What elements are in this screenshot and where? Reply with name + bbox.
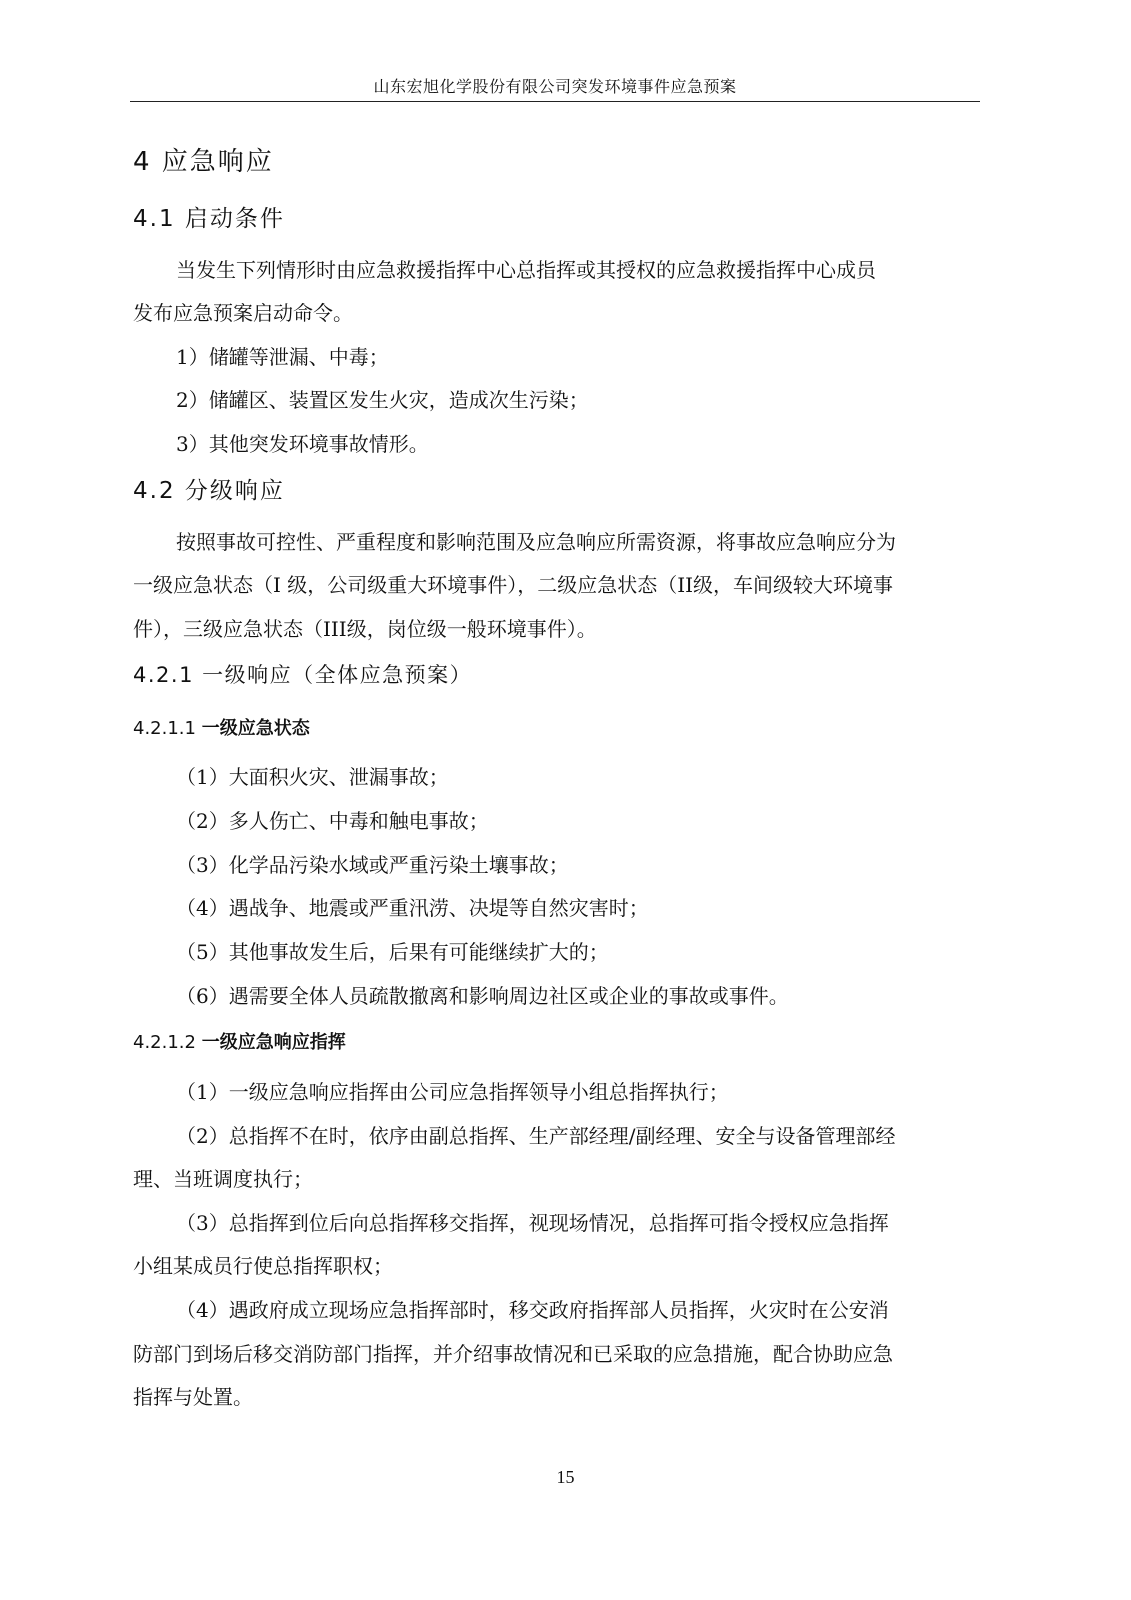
page-header: 山东宏旭化学股份有限公司突发环境事件应急预案 (373, 77, 737, 96)
section-4-2-1-heading: 4.2.1 一级响应（全体应急预案） (133, 663, 473, 687)
section-4-2-1-2-item-2-line-1: （2）总指挥不在时，依序由副总指挥、生产部经理/副经理、安全与设备管理部经 (176, 1124, 896, 1148)
section-4-2-1-1-item-1: （1）大面积火灾、泄漏事故； (176, 765, 449, 789)
section-4-1-paragraph-line-2: 发布应急预案启动命令。 (133, 301, 353, 325)
section-4-2-1-1-item-4: （4）遇战争、地震或严重汛涝、决堤等自然灾害时； (176, 896, 649, 920)
section-4-2-1-1-item-2: （2）多人伤亡、中毒和触电事故； (176, 809, 489, 833)
section-4-2-1-2-item-3-line-2: 小组某成员行使总指挥职权； (133, 1254, 393, 1278)
section-4-2-1-2-item-3-line-1: （3）总指挥到位后向总指挥移交指挥，视现场情况，总指挥可指令授权应急指挥 (176, 1211, 889, 1235)
section-4-2-paragraph-line-2: 一级应急状态（I 级，公司级重大环境事件），二级应急状态（II级，车间级较大环境事 (133, 573, 894, 597)
section-4-2-paragraph-line-3: 件），三级应急状态（III级，岗位级一般环境事件）。 (133, 617, 597, 641)
section-4-2-1-1-number: 4.2.1.1 (133, 718, 196, 739)
section-4-2-heading: 4.2 分级响应 (133, 478, 285, 504)
section-4-2-1-1-item-5: （5）其他事故发生后，后果有可能继续扩大的； (176, 940, 609, 964)
header-rule (130, 101, 980, 102)
section-4-2-1-2-item-4-line-3: 指挥与处置。 (133, 1385, 253, 1409)
section-4-2-1-1-item-3: （3）化学品污染水域或严重污染土壤事故； (176, 853, 569, 877)
section-4-2-1-2-item-1: （1）一级应急响应指挥由公司应急指挥领导小组总指挥执行； (176, 1080, 729, 1104)
section-4-2-1-2-item-4-line-1: （4）遇政府成立现场应急指挥部时，移交政府指挥部人员指挥，火灾时在公安消 (176, 1298, 889, 1322)
section-4-heading: 4 应急响应 (133, 147, 274, 177)
section-4-2-1-2-item-2-line-2: 理、当班调度执行； (133, 1167, 313, 1191)
section-4-2-1-1-title: 一级应急状态 (201, 718, 310, 739)
section-4-2-1-2-title: 一级应急响应指挥 (201, 1032, 346, 1053)
page-number: 15 (556, 1467, 575, 1487)
section-4-2-1-2-item-4-line-2: 防部门到场后移交消防部门指挥，并介绍事故情况和已采取的应急措施，配合协助应急 (133, 1342, 893, 1366)
section-4-2-1-2-heading (133, 1031, 346, 1055)
section-4-2-1-1-heading (133, 717, 310, 741)
section-4-1-item-1: 1）储罐等泄漏、中毒； (176, 345, 389, 369)
section-4-2-1-1-item-6: （6）遇需要全体人员疏散撤离和影响周边社区或企业的事故或事件。 (176, 984, 789, 1008)
section-4-1-paragraph-line-1: 当发生下列情形时由应急救援指挥中心总指挥或其授权的应急救援指挥中心成员 (176, 258, 876, 282)
section-4-1-item-3: 3）其他突发环境事故情形。 (176, 432, 429, 456)
section-4-2-paragraph-line-1: 按照事故可控性、严重程度和影响范围及应急响应所需资源，将事故应急响应分为 (176, 530, 896, 554)
section-4-1-item-2: 2）储罐区、装置区发生火灾，造成次生污染； (176, 388, 589, 412)
section-4-1-heading: 4.1 启动条件 (133, 206, 285, 232)
section-4-2-1-2-number: 4.2.1.2 (133, 1032, 196, 1053)
